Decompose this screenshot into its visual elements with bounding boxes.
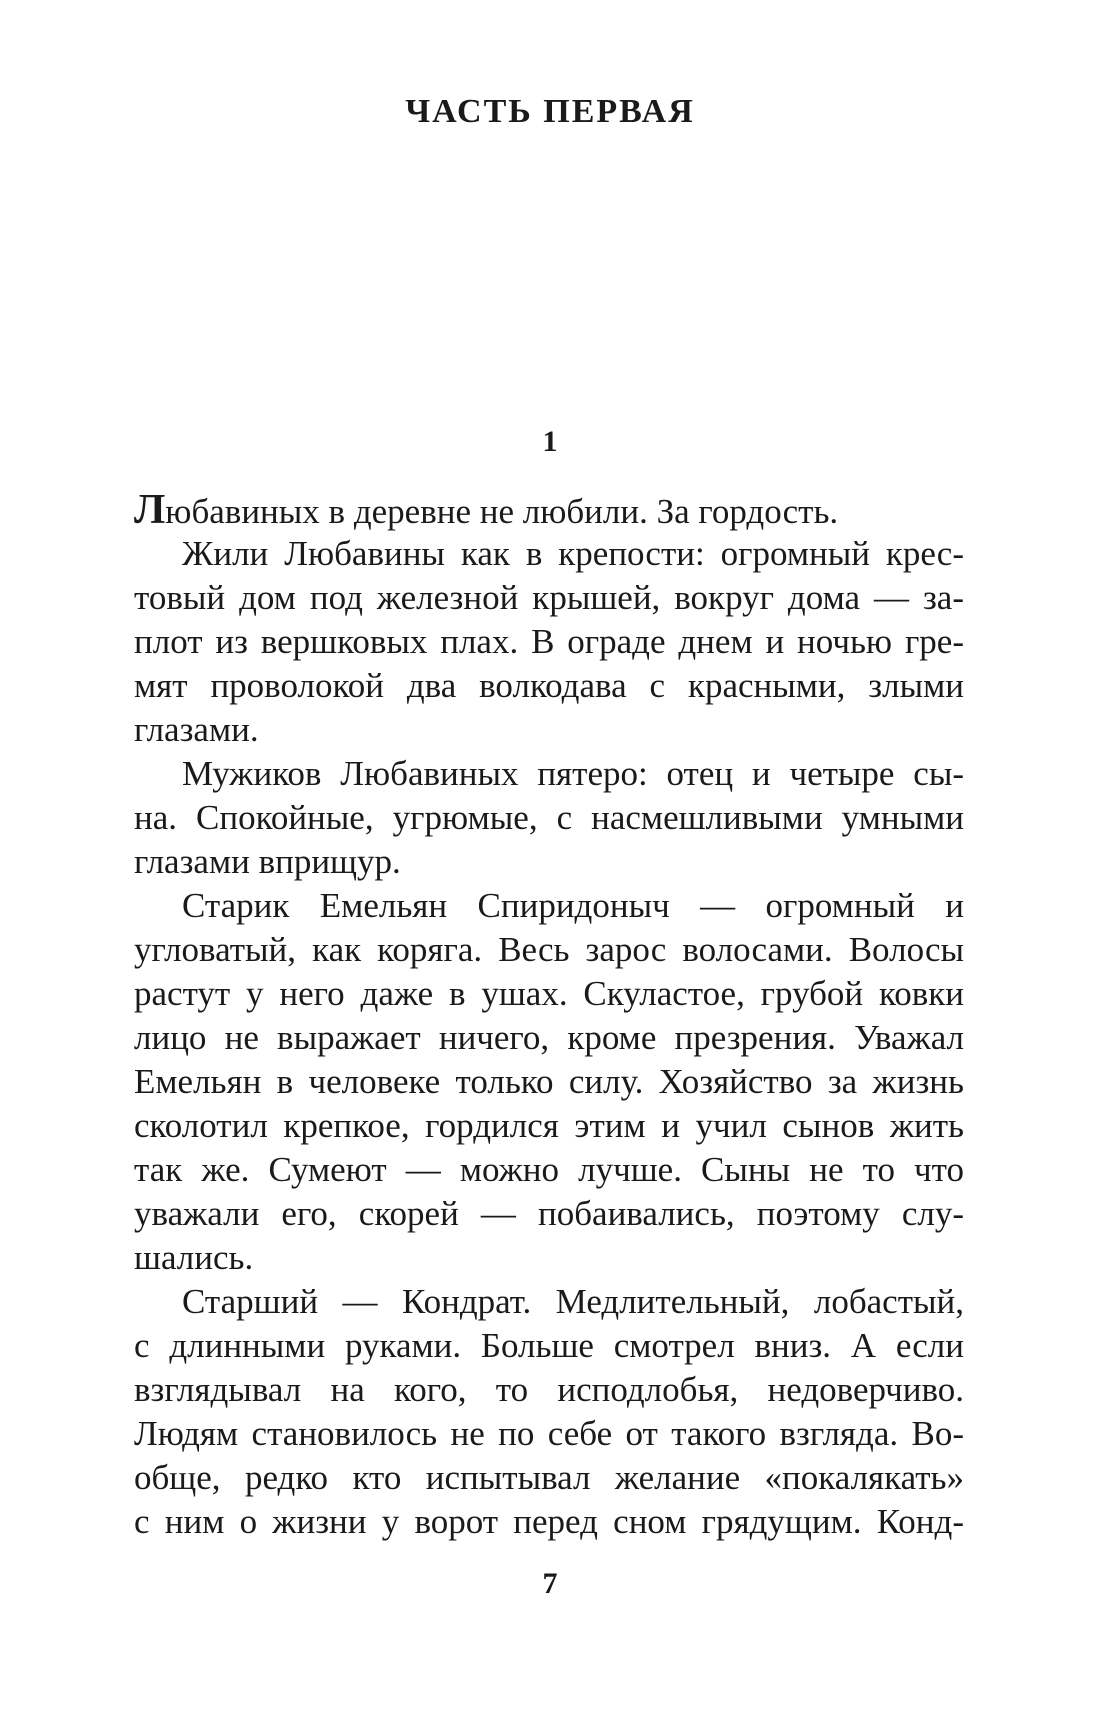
- text-line-content: юбавиных в деревне не любили. За гордость.: [165, 492, 839, 531]
- text-line: Старик Емельян Спиридоныч — огромный и: [182, 886, 964, 925]
- text-line: плот из вершковых плах. В ограде днем и ночью гре-: [134, 622, 964, 661]
- text-line: [134, 488, 964, 532]
- text-line: мят проволокой два волкодава с красными, злыми: [134, 666, 964, 705]
- text-line: Мужиков Любавиных пятеро: отец и четыре сы-: [182, 754, 964, 793]
- text-line: с длинными руками. Больше смотрел вниз. А если: [134, 1326, 964, 1365]
- part-title: ЧАСТЬ ПЕРВАЯ: [405, 93, 695, 130]
- text-line: с ним о жизни у ворот перед сном грядущим. Конд-: [134, 1502, 964, 1541]
- text-line: так же. Сумеют — можно лучше. Сыны не то что: [134, 1150, 964, 1189]
- text-line: уважали его, скорей — побаивались, поэтому слу-: [134, 1194, 964, 1233]
- text-line: товый дом под железной крышей, вокруг дома — за-: [134, 578, 964, 617]
- text-line: на. Спокойные, угрюмые, с насмешливыми умными: [134, 798, 964, 837]
- page-number: 7: [542, 1567, 558, 1600]
- text-line: Старший — Кондрат. Медлительный, лобастый,: [182, 1282, 964, 1321]
- text-line: глазами вприщур.: [134, 842, 401, 881]
- text-line: Жили Любавины как в крепости: огромный крес-: [182, 534, 964, 573]
- text-line: Людям становилось не по себе от такого взгляда. Во-: [134, 1414, 964, 1453]
- text-line: Емельян в человеке только силу. Хозяйство за жизнь: [134, 1062, 964, 1101]
- text-line: растут у него даже в ушах. Скуластое, грубой ковки: [134, 974, 964, 1013]
- body-text: [134, 488, 964, 1544]
- text-line: обще, редко кто испытывал желание «покалякать»: [134, 1458, 964, 1497]
- text-line: сколотил крепкое, гордился этим и учил сынов жить: [134, 1106, 964, 1145]
- text-line: глазами.: [134, 710, 259, 749]
- text-line: лицо не выражает ничего, кроме презрения. Уважал: [134, 1018, 964, 1057]
- chapter-number: 1: [542, 425, 558, 458]
- text-line: взглядывал на кого, то исподлобья, недоверчиво.: [134, 1370, 964, 1409]
- drop-cap: Л: [134, 487, 166, 533]
- text-line: шались.: [134, 1238, 254, 1277]
- text-line: угловатый, как коряга. Весь зарос волосами. Волосы: [134, 930, 964, 969]
